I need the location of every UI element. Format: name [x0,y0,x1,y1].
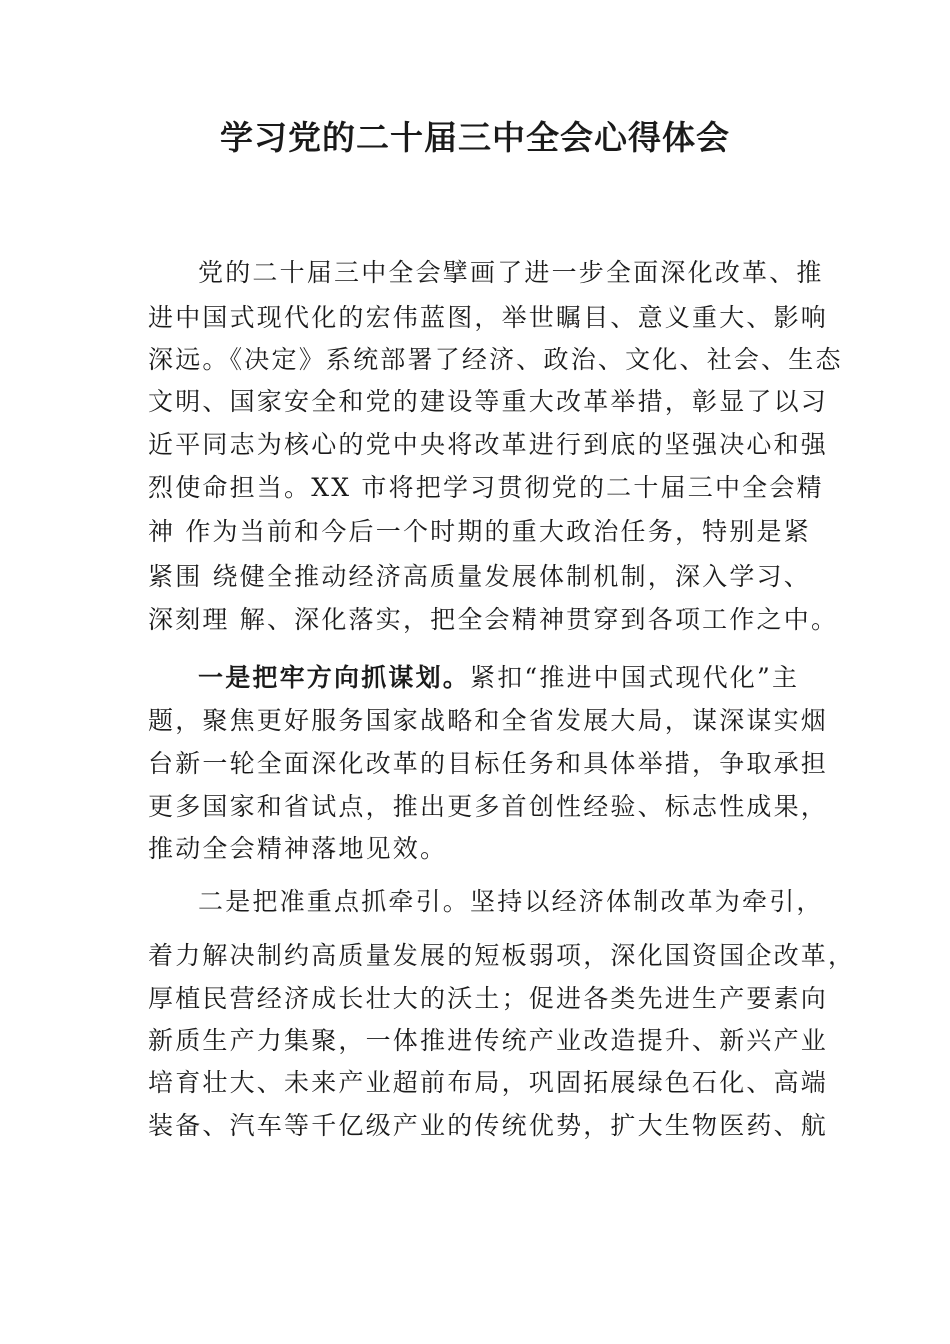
paragraph-1-line-3: 深远。《决定》系统部署了经济、政治、文化、社会、生态 [148,345,843,374]
paragraph-3-line-3: 厚植民营经济成长壮大的沃土；促进各类先进生产要素向 [148,984,829,1013]
paragraph-2-line-3: 台新一轮全面深化改革的目标任务和具体举措，争取承担 [148,749,829,778]
paragraph-1-line-9: 深刻理 解、深化落实，把全会精神贯穿到各项工作之中。 [148,605,839,634]
paragraph-1-line-1: 党的二十届三中全会擘画了进一步全面深化改革、推 [198,258,824,287]
document-title: 学习党的二十届三中全会心得体会 [220,118,730,157]
paragraph-2-line-1 [198,658,799,698]
paragraph-1-line-7: 神 作为当前和今后一个时期的重大政治任务，特别是紧 [148,517,811,546]
paragraph-2-line-4: 更多国家和省试点，推出更多首创性经验、标志性成果， [148,792,829,821]
paragraph-3-line-6: 装备、汽车等千亿级产业的传统优势，扩大生物医药、航 [148,1111,829,1140]
paragraph-2-line-5: 推动全会精神落地见效。 [148,834,448,863]
paragraph-2-first-line-text: 紧扣“推进中国式现代化”主 [470,663,800,692]
paragraph-2-line-2: 题，聚焦更好服务国家战略和全省发展大局，谋深谋实烟 [148,706,829,735]
paragraph-2-heading: 一是把牢方向抓谋划。 [198,663,471,692]
paragraph-3-line-2: 着力解决制约高质量发展的短板弱项，深化国资国企改革， [148,941,856,970]
paragraph-1-line-2: 进中国式现代化的宏伟蓝图，举世瞩目、意义重大、影响 [148,303,829,332]
paragraph-1-line-5: 近平同志为核心的党中央将改革进行到底的坚强决心和强 [148,430,829,459]
paragraph-1-line-6: 烈使命担当。XX 市将把学习贯彻党的二十届三中全会精 [148,473,824,502]
paragraph-3-line-5: 培育壮大、未来产业超前布局，巩固拓展绿色石化、高端 [148,1068,829,1097]
paragraph-3-line-1: 二是把准重点抓牵引。坚持以经济体制改革为牵引， [198,887,824,916]
paragraph-1-line-4: 文明、国家安全和党的建设等重大改革举措，彰显了以习 [148,387,829,416]
paragraph-3-line-4: 新质生产力集聚，一体推进传统产业改造提升、新兴产业 [148,1026,829,1055]
paragraph-1-line-8: 紧围 绕健全推动经济高质量发展体制机制，深入学习、 [148,562,811,591]
